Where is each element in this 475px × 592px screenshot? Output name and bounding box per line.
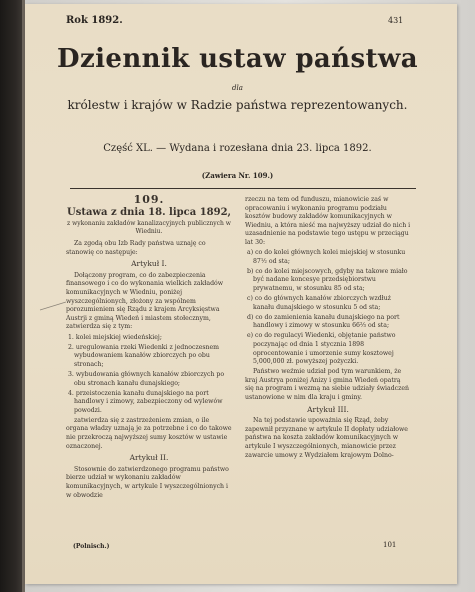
right-list-item: c) co do głównych kanałów zbiorczych wzdłuż kanału dunajskiego w stosunku 5 od sta; (247, 295, 391, 311)
law-number: 109. (133, 193, 165, 206)
title-connector: dla (232, 84, 243, 92)
article-2-heading: Artykuł II. (129, 453, 169, 463)
contents-note: (Zawiera Nr. 109.) (201, 171, 274, 180)
article-1-item: 2. uregulowania rzeki Wiedenki z jednoczesnem wybudowaniem kanałów zbiorczych po obu stronach; (68, 343, 220, 368)
law-intro: Za zgodą obu Izb Rady państwa uznaję co stanowię co następuje: (66, 240, 206, 256)
header-divider (70, 188, 416, 189)
language-marker: (Polnisch.) (73, 543, 110, 550)
left-column (66, 193, 232, 502)
journal-title: Dziennik ustaw państwa (57, 44, 418, 74)
sheet-number: 101 (383, 541, 397, 549)
article-3-text: Na tej podstawie upoważnia się Rząd, żeby zapewnił przyznane w artykule II dopłaty udziałowe państwa na koszta zakładów komunikacyjnych w artykule I wyszczególnionych, mianowicie przez zawarcie umowy z Wydziałem krajowym Dolno- (245, 417, 408, 459)
right-list-item: b) co do kolei miejscowych, gdyby na takowe miało być nadane koncesye przedsiębiorstwu prywatnemu, w stosunku 85 od sta; (247, 267, 408, 292)
article-1-item: 1. kolei miejskiej wiedeńskiej; (68, 333, 162, 341)
right-intro: rzeczu na tem od funduszu, mianowicie zaś w opracowaniu i wykonaniu programu podziału kosztów budowy zakładów komunikacyjnych w Wiedniu, a która nieść ma najwyższy udział do nich i uzasadnienie na podstawie tego ustępu w przeciągu lat 30: (245, 196, 411, 246)
year-label: Rok 1892. (66, 15, 123, 26)
article-1-tail: zatwierdza się z zastrzeżeniem zmian, o ile organa władzy uznają je za potrzebne i co do takowe nie przekroczą najwyższej sumy kosztów w ustawie oznaczonej. (66, 416, 232, 450)
article-1-item: 3. wybudowania głównych kanałów zbiorczych po obu stronach kanału dunajskiego; (68, 370, 225, 387)
right-column (245, 196, 411, 462)
right-paragraph: Państwo weźmie udział pod tym warunkiem, że kraj Austrya poniżej Anizy i gmina Wiedeń opatrą się na program i wezmą na siebie udziały świadczeń ustanowione w nim dla kraju i gminy. (245, 368, 410, 402)
issue-line: Część XL. — Wydana i rozesłana dnia 23. lipca 1892. (103, 143, 372, 154)
right-list-item: e) co do regulacyi Wiedenki, objętanie państwo poczynając od dnia 1 stycznia 1898 oprocentowanie i umorzenie sumy kosztowej 5,000,000 zł. powyższej pożyczki. (247, 332, 396, 366)
book-spine (0, 0, 22, 592)
right-list-item: a) co do kolei głównych kolei miejskiej w stosunku 87½ od sta; (247, 249, 406, 265)
article-1-text: Dołączony program, co do zabezpieczenia finansowego i co do wykonania wielkich zakładów komunikacyjnych w Wiedniu, poniżej wyszczególnionych, złożony za wspólnem porozumieniem się Rządu z krajem Arcyksięstwa Austrji z gminą Wiedeń i miastem stołecznym, zatwierdza się z tym: (66, 271, 224, 331)
journal-subtitle: królestw i krajów w Radzie państwa reprezentowanych. (67, 98, 408, 112)
article-1-item: 4. przeistoczenia kanału dunajskiego na port handlowy i zimowy, zabezpieczony od wylewów powodzi. (68, 389, 223, 414)
page-number: 431 (388, 16, 404, 25)
law-subtitle: z wykonaniu zakładów kanalizacyjnych publicznych w Wiedniu. (67, 220, 231, 235)
article-2-text: Stosownie do zatwierdzonego programu państwo bierze udział w wykonaniu zakładów komunikacyjnych, w artykule I wyszczególnionych i w obwodzie (66, 465, 229, 499)
law-title: Ustawa z dnia 18. lipca 1892, (66, 206, 232, 218)
pencil-mark (38, 300, 68, 312)
article-1-heading: Artykuł I. (131, 259, 167, 269)
right-list-item: d) co do zamienienia kanału dunajskiego na port handlowy i zimowy w stosunku 66⅔ od sta; (247, 313, 400, 330)
article-3-heading: Artykuł III. (307, 404, 349, 414)
